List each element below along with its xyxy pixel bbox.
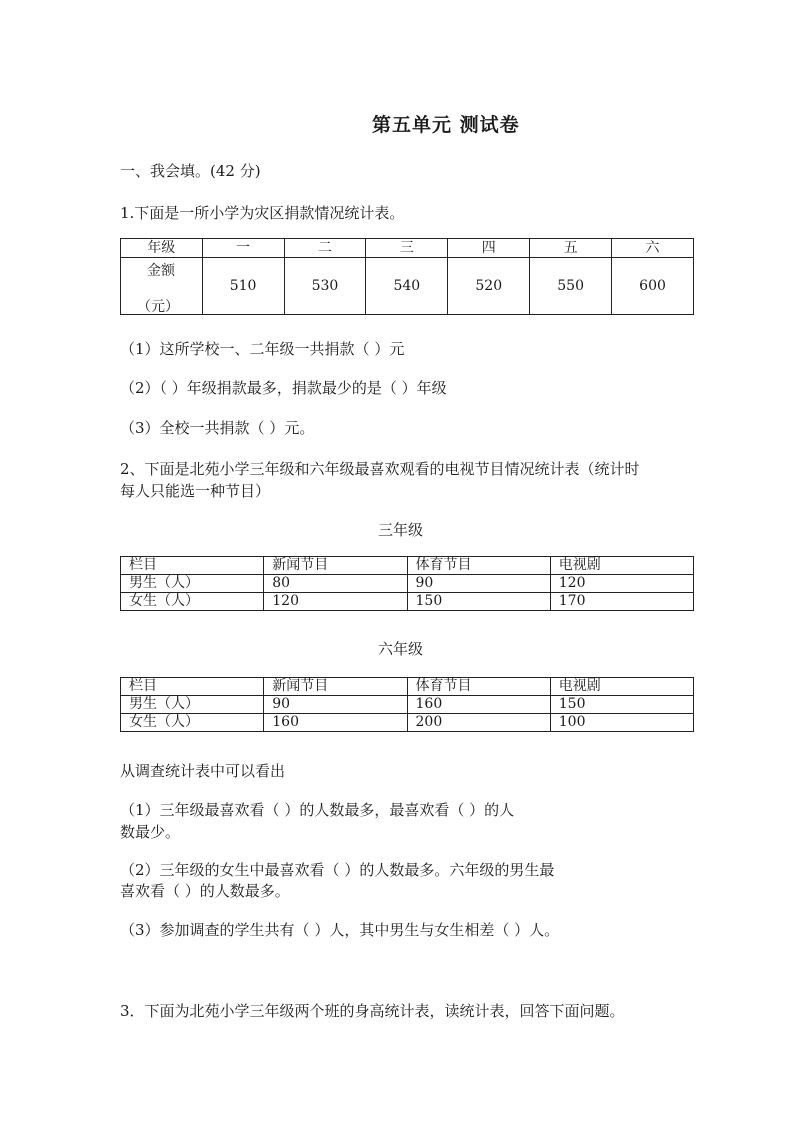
table-header-cell: 新闻节目 <box>264 678 407 696</box>
table-header-cell: 二 <box>284 239 366 258</box>
table-cell: 160 <box>264 714 407 732</box>
table-cell: 510 <box>202 258 284 315</box>
table-cell: 150 <box>550 696 693 714</box>
table-header-cell: 电视剧 <box>550 678 693 696</box>
fill-in-blank: （1）这所学校一、二年级一共捐款（ ）元 <box>120 340 405 358</box>
table-header-row <box>121 239 694 258</box>
grade3-table <box>120 556 694 611</box>
fill-in-blank: （1）三年级最喜欢看（ ）的人数最多，最喜欢看（ ）的人 <box>120 801 515 819</box>
table-cell: 100 <box>550 714 693 732</box>
table-cell: 530 <box>284 258 366 315</box>
table-header-cell: 栏目 <box>121 678 264 696</box>
table-header-cell: 体育节目 <box>407 557 550 575</box>
question-2-lead: 从调查统计表中可以看出 <box>120 762 286 780</box>
table-row <box>121 696 694 714</box>
table-header-cell: 电视剧 <box>550 557 693 575</box>
fill-in-blank: （2）三年级的女生中最喜欢看（ ）的人数最多。六年级的男生最 <box>120 861 555 879</box>
table-cell: 160 <box>407 696 550 714</box>
table-header-cell: 六 <box>612 239 694 258</box>
row-label-cell <box>121 258 203 315</box>
table-row <box>121 258 694 315</box>
table-header-cell: 体育节目 <box>407 678 550 696</box>
question-2-prompt: 2、下面是北苑小学三年级和六年级最喜欢观看的电视节目情况统计表（统计时 <box>120 460 640 478</box>
table-header-cell: 四 <box>448 239 530 258</box>
row-label-line: （元） <box>137 299 179 315</box>
table-cell: 150 <box>407 593 550 611</box>
table-header-cell: 栏目 <box>121 557 264 575</box>
table-cell: 女生（人） <box>121 593 264 611</box>
table-cell: 600 <box>612 258 694 315</box>
page-title: 第五单元 测试卷 <box>372 114 520 136</box>
fill-in-blank: （3）参加调查的学生共有（ ）人，其中男生与女生相差（ ）人。 <box>120 921 560 939</box>
table-row <box>121 714 694 732</box>
table-cell: 90 <box>264 696 407 714</box>
fill-in-blank: 数最少。 <box>120 823 181 841</box>
question-1-prompt: 1.下面是一所小学为灾区捐款情况统计表。 <box>120 204 405 222</box>
table-caption: 六年级 <box>378 640 424 658</box>
table-caption: 三年级 <box>378 521 424 539</box>
table-cell: 120 <box>264 593 407 611</box>
fill-in-blank: 喜欢看（ ）的人数最多。 <box>120 882 290 900</box>
question-2-prompt: 每人只能选一种节目） <box>120 482 271 500</box>
table-cell: 540 <box>366 258 448 315</box>
table-cell: 90 <box>407 575 550 593</box>
fill-in-blank: （2）（ ）年级捐款最多，捐款最少的是（ ）年级 <box>120 379 447 397</box>
table-header-row <box>121 678 694 696</box>
table-cell: 550 <box>530 258 612 315</box>
table-cell: 女生（人） <box>121 714 264 732</box>
table-header-row <box>121 557 694 575</box>
grade6-table <box>120 677 694 732</box>
table-row <box>121 575 694 593</box>
row-label-line: 金额 <box>147 263 175 279</box>
table-row <box>121 593 694 611</box>
table-cell: 男生（人） <box>121 575 264 593</box>
table-cell: 男生（人） <box>121 696 264 714</box>
table-cell: 200 <box>407 714 550 732</box>
table-header-cell: 五 <box>530 239 612 258</box>
table-header-cell: 三 <box>366 239 448 258</box>
section-heading: 一、我会填。(42 分) <box>120 162 261 180</box>
table-header-cell: 一 <box>202 239 284 258</box>
donation-table <box>120 238 694 315</box>
table-cell: 120 <box>550 575 693 593</box>
table-cell: 170 <box>550 593 693 611</box>
table-cell: 80 <box>264 575 407 593</box>
question-3-prompt: 3．下面为北苑小学三年级两个班的身高统计表，读统计表，回答下面问题。 <box>120 1002 625 1020</box>
table-header-cell: 年级 <box>121 239 203 258</box>
table-cell: 520 <box>448 258 530 315</box>
fill-in-blank: （3）全校一共捐款（ ）元。 <box>120 419 315 437</box>
table-header-cell: 新闻节目 <box>264 557 407 575</box>
